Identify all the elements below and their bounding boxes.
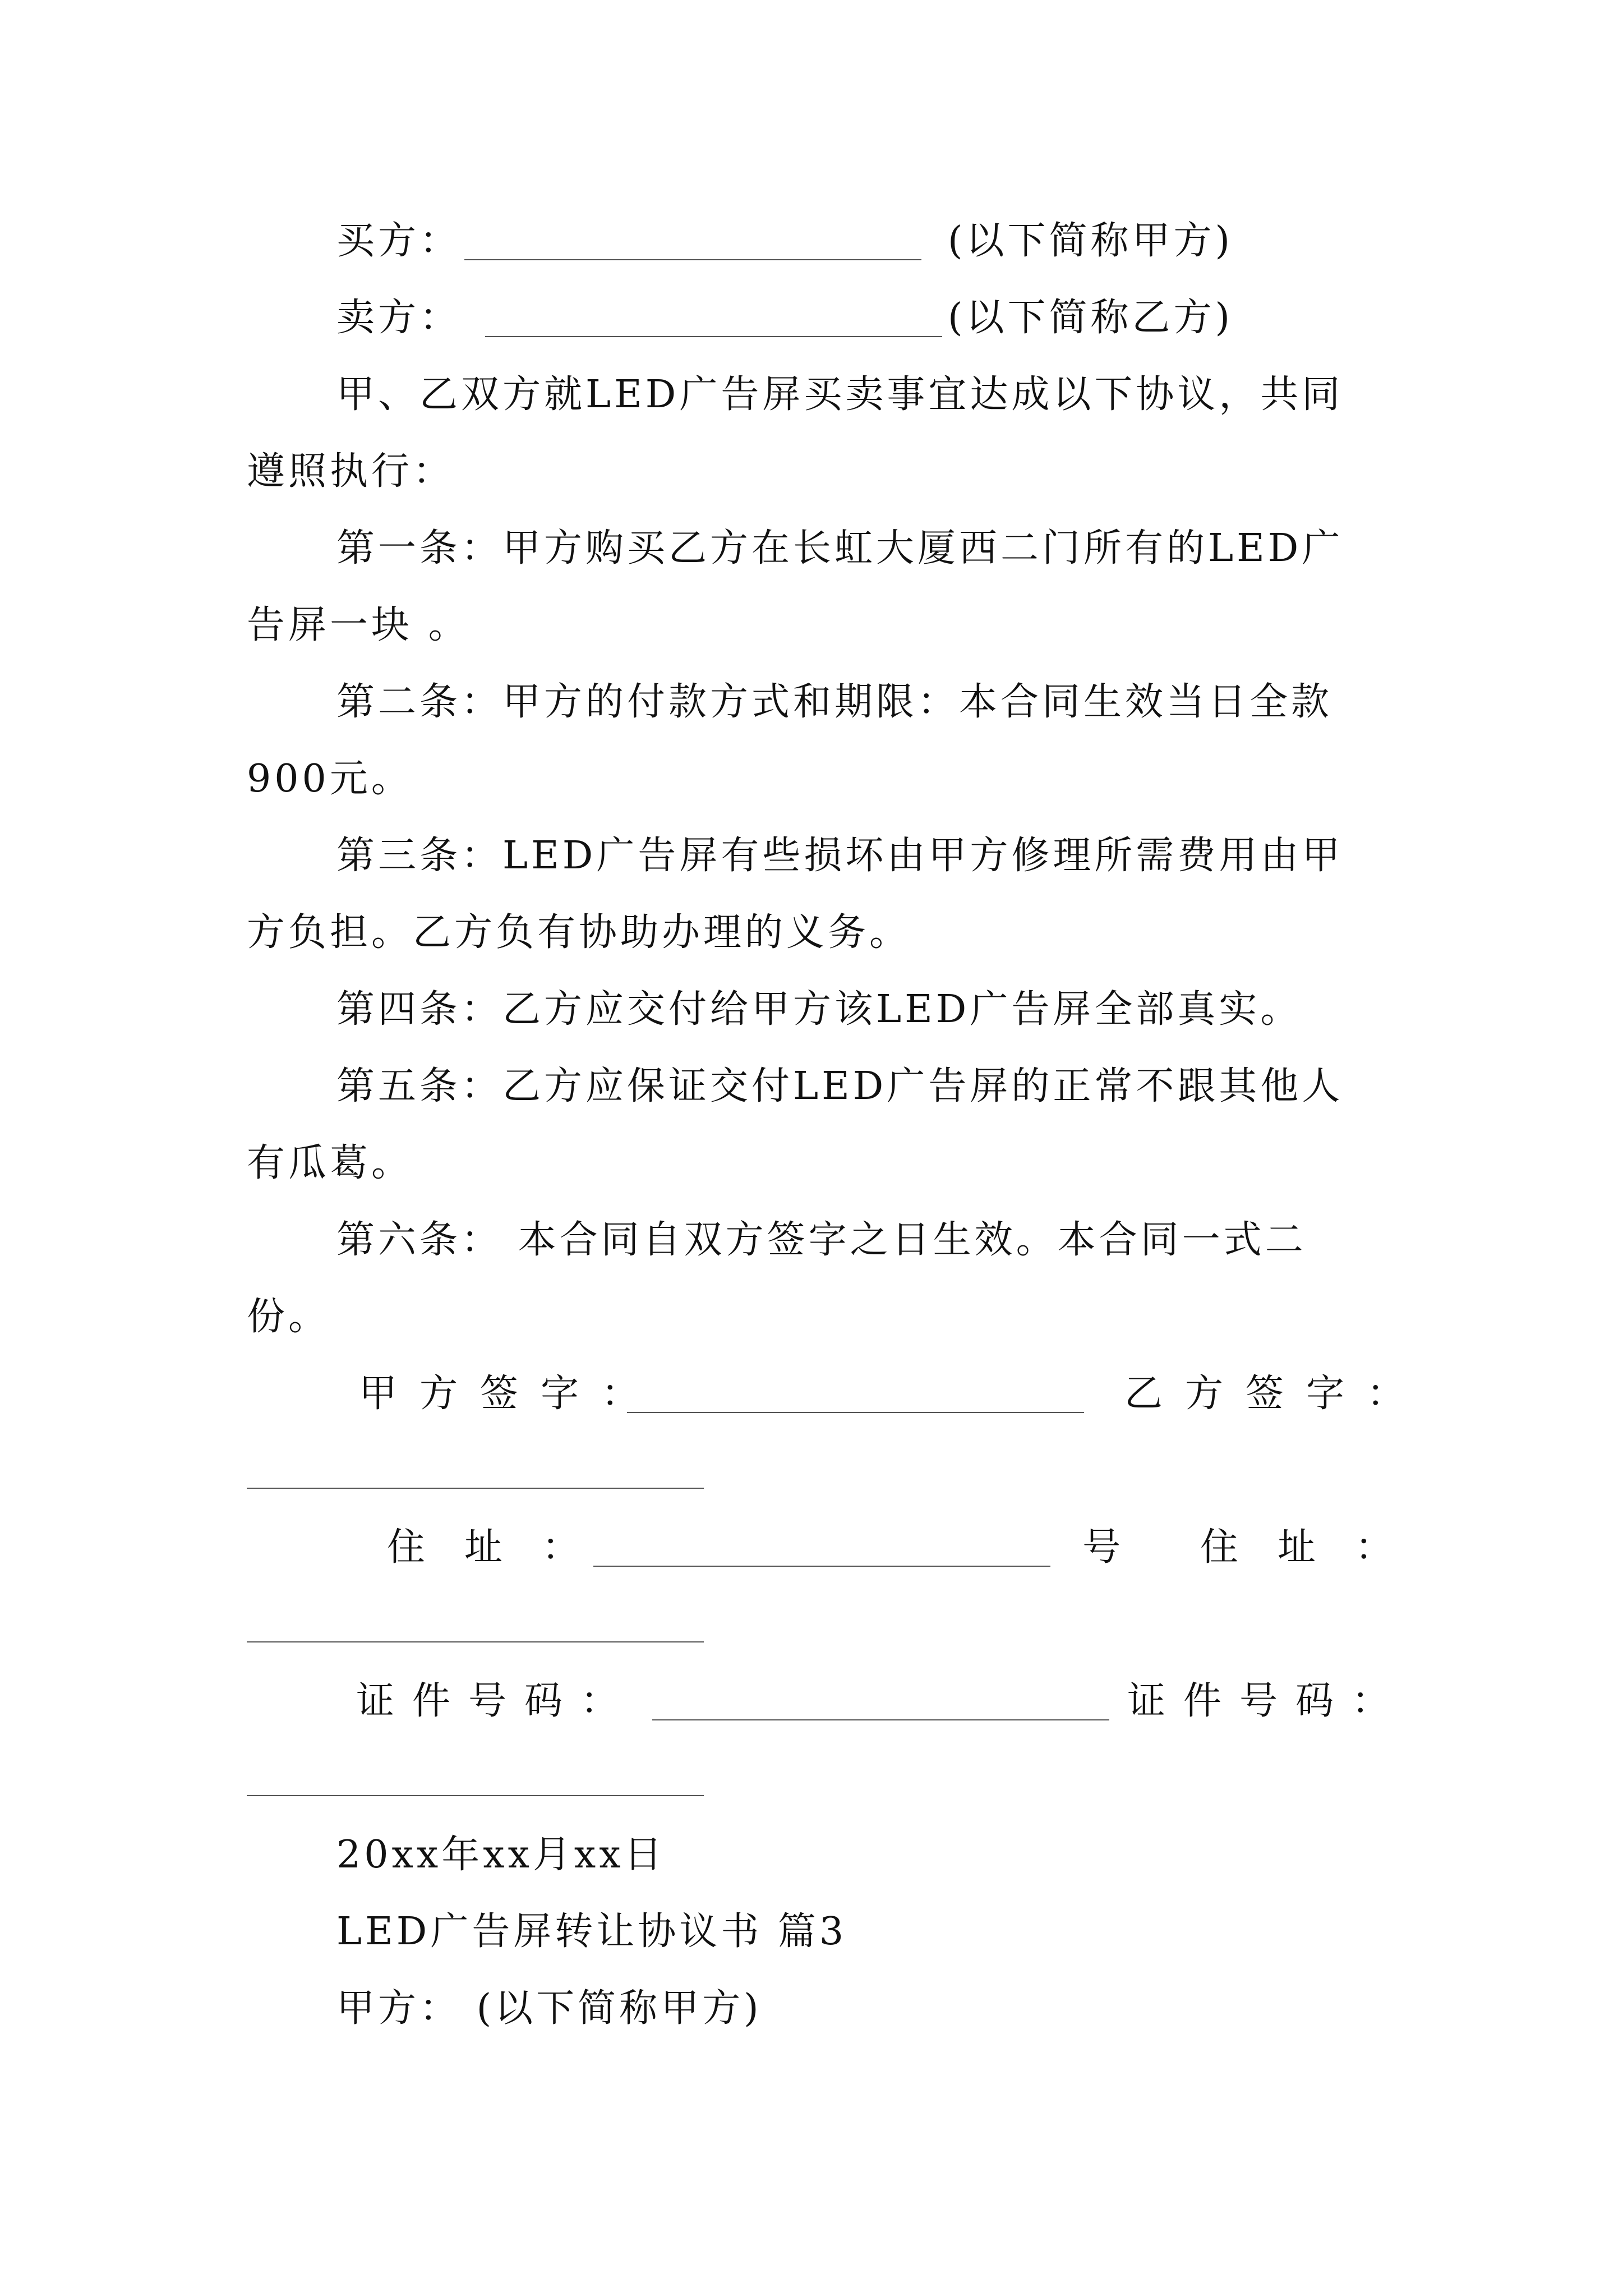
seller-suffix: (以下简称乙方) (948, 296, 1234, 340)
next-section-title: LED广告屏转让协议书 篇3 (336, 1910, 847, 1954)
party-a-signature-blank (627, 1412, 1084, 1413)
article-5-line-2: 有瓜葛。 (247, 1141, 413, 1185)
party-b-signature-label: 乙方签字： (1124, 1372, 1428, 1416)
intro-line-1: 甲、乙双方就LED广告屏买卖事宜达成以下协议，共同 (336, 372, 1344, 417)
address-number-mark: 号 (1082, 1525, 1124, 1570)
buyer-blank (464, 259, 921, 260)
party-b-id-label: 证件号码： (1127, 1679, 1408, 1723)
intro-line-2: 遵照执行： (247, 449, 455, 494)
article-1-line-2: 告屏一块 。 (247, 603, 470, 647)
signing-date: 20xx年xx月xx日 (336, 1833, 666, 1877)
article-3-line-2: 方负担。乙方负有协助办理的义务。 (247, 910, 911, 955)
article-3-line-1: 第三条：LED广告屏有些损坏由甲方修理所需费用由甲 (336, 834, 1344, 878)
article-2-line-1: 第二条：甲方的付款方式和期限：本合同生效当日全款 (336, 680, 1333, 724)
article-4: 第四条：乙方应交付给甲方该LED广告屏全部真实。 (336, 987, 1302, 1032)
party-a-address-blank (593, 1566, 1050, 1567)
party-a-address-label: 住址： (387, 1525, 620, 1570)
party-a-id-blank (652, 1719, 1109, 1720)
party-a-id-label: 证件号码： (356, 1679, 637, 1723)
buyer-suffix: (以下简称甲方) (948, 219, 1234, 263)
party-b-address-label: 住址： (1200, 1525, 1433, 1570)
article-2-line-2: 900元。 (247, 757, 413, 801)
buyer-label: 买方： (336, 219, 462, 263)
next-section-party-a: 甲方： (以下简称甲方) (336, 1986, 762, 2031)
party-a-signature-label: 甲方签字： (359, 1372, 662, 1416)
article-5-line-1: 第五条：乙方应保证交付LED广告屏的正常不跟其他人 (336, 1064, 1344, 1108)
party-b-address-blank (247, 1641, 704, 1642)
party-b-signature-blank (247, 1488, 704, 1489)
seller-label: 卖方： (336, 296, 462, 340)
seller-blank (485, 336, 942, 337)
party-b-id-blank (247, 1795, 704, 1796)
article-6-line-2: 份。 (247, 1295, 330, 1339)
article-1-line-1: 第一条：甲方购买乙方在长虹大厦西二门所有的LED广 (336, 526, 1344, 570)
article-6-line-1: 第六条： 本合同自双方签字之日生效。本合同一式二 (336, 1218, 1307, 1262)
